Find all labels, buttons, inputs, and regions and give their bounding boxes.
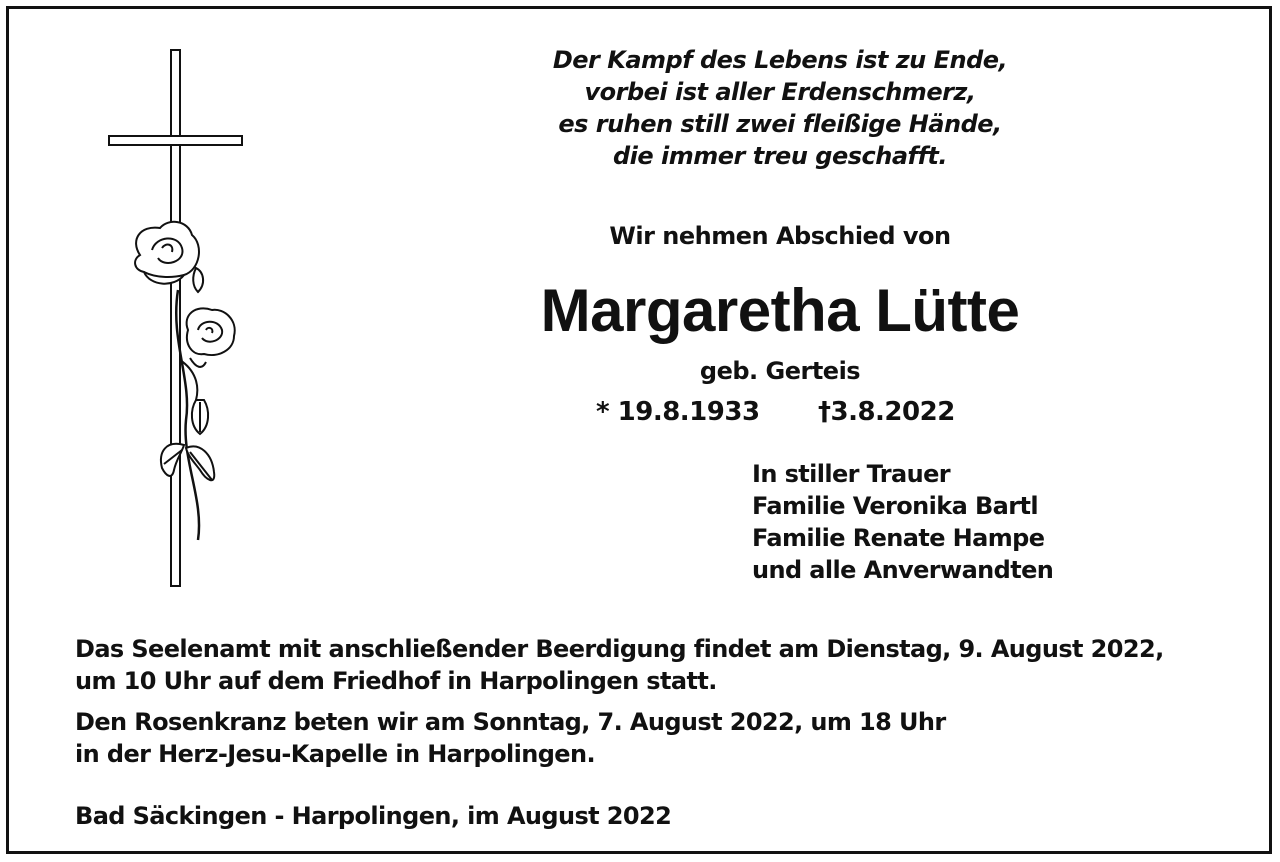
- rosary-notice-line: in der Herz-Jesu-Kapelle in Harpolingen.: [75, 740, 595, 768]
- funeral-notice-line: um 10 Uhr auf dem Friedhof in Harpolingen statt.: [75, 667, 717, 695]
- mourners-list: [752, 458, 1053, 586]
- poem-line: Der Kampf des Lebens ist zu Ende,: [552, 46, 1008, 74]
- mourner-line: Familie Renate Hampe: [752, 524, 1045, 552]
- rosary-notice-line: Den Rosenkranz beten wir am Sonntag, 7. August 2022, um 18 Uhr: [75, 708, 946, 736]
- poem-line: die immer treu geschafft.: [613, 142, 947, 170]
- rosary-notice: [75, 706, 946, 770]
- funeral-notice-line: Das Seelenamt mit anschließender Beerdigung findet am Dienstag, 9. August 2022,: [75, 635, 1164, 663]
- death-date: †3.8.2022: [818, 397, 955, 427]
- memorial-poem: [480, 44, 1080, 172]
- funeral-notice: [75, 633, 1164, 697]
- poem-line: es ruhen still zwei fleißige Hände,: [558, 110, 1002, 138]
- mourner-line: und alle Anverwandten: [752, 556, 1054, 584]
- mourner-line: In stiller Trauer: [752, 460, 951, 488]
- place-and-date: Bad Säckingen - Harpolingen, im August 2022: [75, 802, 672, 830]
- mourner-line: Familie Veronika Bartl: [752, 492, 1039, 520]
- cross-with-roses-icon: [100, 40, 260, 600]
- birth-date: * 19.8.1933: [596, 397, 760, 427]
- maiden-name: geb. Gerteis: [699, 357, 861, 385]
- farewell-intro: Wir nehmen Abschied von: [609, 222, 951, 250]
- deceased-name: Margaretha Lütte: [540, 277, 1020, 344]
- poem-line: vorbei ist aller Erdenschmerz,: [584, 78, 976, 106]
